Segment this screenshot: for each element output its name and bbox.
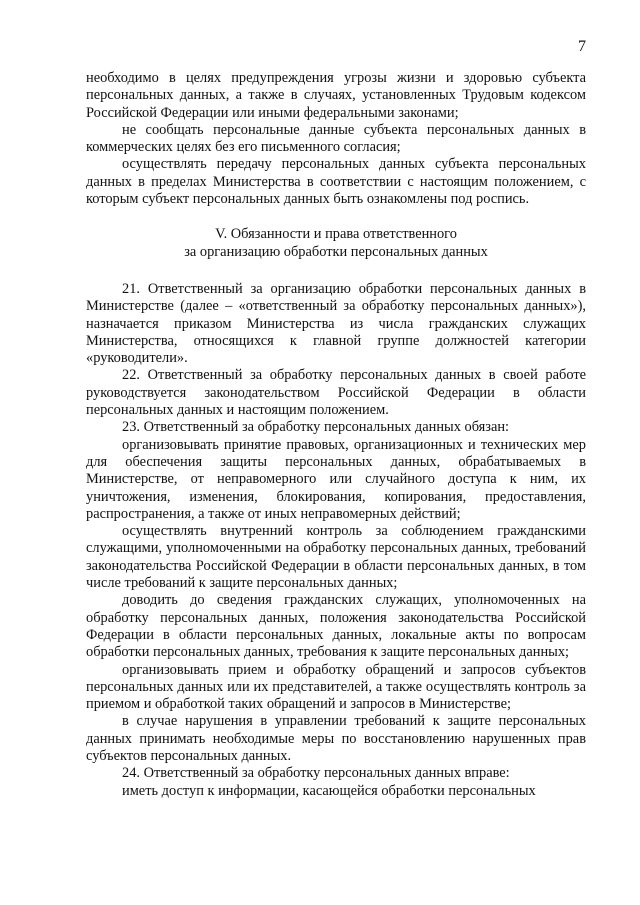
paragraph: 24. Ответственный за обработку персональных данных вправе: [122,765,510,782]
paragraph: доводить до сведения гражданских служащих, уполномоченных на обработку персональных данных, положения законодательства Российской Федерации в области персональных данных, локальные акты по вопросам обработки персональных данных, требования к защите персональных данных; [86,592,586,661]
paragraph: иметь доступ к информации, касающейся обработки персональных [122,782,536,799]
paragraph: организовывать прием и обработку обращений и запросов субъектов персональных данных или их представителей, а также осуществлять контроль за приемом и обработкой таких обращений и запросов в Министерстве; [86,661,586,713]
paragraph: 22. Ответственный за обработку персональных данных в своей работе руководствуется законодательством Российской Федерации в области персональных данных и настоящим положением. [86,367,586,419]
paragraph: необходимо в целях предупреждения угрозы жизни и здоровью субъекта персональных данных, а также в случаях, установленных Трудовым кодексом Российской Федерации или иными федеральными законами; [86,70,586,121]
paragraph: осуществлять внутренний контроль за соблюдением гражданскими служащими, уполномоченными на обработку персональных данных, требований законодательства Российской Федерации в области персональных данных, в том числе требований к защите персональных данных; [86,523,586,592]
paragraph: 23. Ответственный за обработку персональных данных обязан: [122,419,510,436]
paragraph: 21. Ответственный за организацию обработки персональных данных в Министерстве (далее – «ответственный за обработку персональных данных»), назначается приказом Министерства из числа гражданских служащих Министерства, относящихся к главной группе должностей категории «руководители». [86,280,586,367]
paragraph: осуществлять передачу персональных данных субъекта персональных данных в пределах Министерства в соответствии с настоящим положением, с которым субъект персональных данных быть ознакомлены под роспись. [86,156,586,208]
section-heading-line: за организацию обработки персональных данных [184,243,488,260]
document-body [86,70,586,800]
paragraph: не сообщать персональные данные субъекта персональных данных в коммерческих целях без его письменного согласия; [86,121,586,156]
section-heading [86,226,586,261]
paragraph: организовывать принятие правовых, организационных и технических мер для обеспечения защиты персональных данных, обрабатываемых в Министерстве, от неправомерного или случайного доступа к ним, их уничтожения, изменения, блокирования, копирования, предоставления, распространения, а также от иных неправомерных действий; [86,436,586,522]
paragraph: в случае нарушения в управлении требований к защите персональных данных принимать необходимые меры по восстановлению нарушенных прав субъектов персональных данных. [86,713,586,764]
page-number: 7 [578,38,586,55]
section-heading-line: V. Обязанности и права ответственного [215,226,457,243]
